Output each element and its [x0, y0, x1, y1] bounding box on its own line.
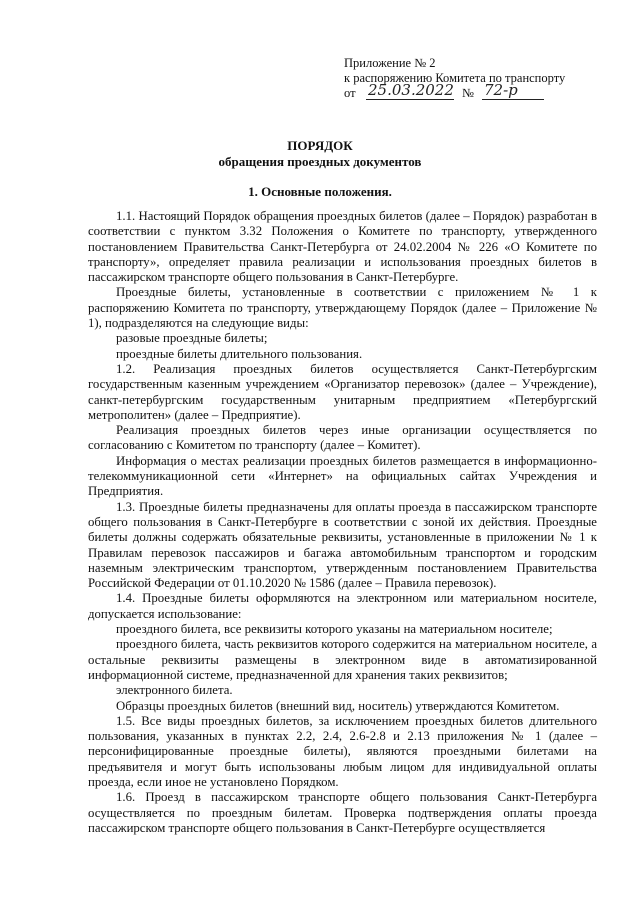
- paragraph: Реализация проездных билетов через иные организации осуществляется по согласованию с Комитетом по транспорту (далее – Комитет).: [88, 423, 597, 453]
- handwritten-date: 25.03.2022: [368, 81, 454, 99]
- handwritten-number: 72-р: [482, 81, 544, 100]
- paragraph: Образцы проездных билетов (внешний вид, носитель) утверждаются Комитетом.: [116, 698, 560, 713]
- date-number-line: [344, 81, 604, 103]
- paragraph: 1.2. Реализация проездных билетов осуществляется Санкт-Петербургским государственным казенным учреждением «Организатор перевозок» (далее – Учреждение), санкт-петербургским государственным унитарным предприятием «Петербургский метрополитен» (далее – Предприятие).: [88, 361, 597, 422]
- paragraph: 1.6. Проезд в пассажирском транспорте общего пользования Санкт-Петербурга осуществляется по проездным билетам. Проверка подтверждения оплаты проезда пассажирском транспорте общего пользования в Санкт-Петербурге осуществляется: [88, 790, 597, 835]
- appendix-number: Приложение № 2: [344, 56, 436, 70]
- paragraph: проездного билета, все реквизиты которого указаны на материальном носителе;: [116, 622, 553, 637]
- appendix-header: [344, 56, 604, 103]
- paragraph: 1.4. Проездные билеты оформляются на электронном или материальном носителе, допускается использование:: [88, 591, 597, 621]
- paragraph: Проездные билеты, установленные в соответствии с приложением № 1 к распоряжению Комитета по транспорту, утверждающему Порядок (далее – Приложение № 1), подразделяются на следующие виды:: [88, 285, 597, 331]
- paragraph: проездного билета, часть реквизитов которого содержится на материальном носителе, а остальные реквизиты размещены в электронном виде в автоматизированной информационной системе, предназначенной для хранения таких реквизитов;: [88, 637, 597, 682]
- document-title: ПОРЯДОК: [287, 138, 353, 153]
- paragraph: 1.3. Проездные билеты предназначены для оплаты проезда в пассажирском транспорте общего пользования в Санкт-Петербурге в соответствии с зоной их действия. Проездные билеты должны содержать обязательные реквизиты, установленные в приложении № 1 к Правилам перевозок пассажиров и багажа автомобильным транспортом и городским наземным электрическим транспортом, утвержденным постановлением Правительства Российской Федерации от 01.10.2020 № 1586 (далее – Правила перевозок).: [88, 499, 597, 591]
- from-label: от: [344, 86, 356, 100]
- document-subtitle: обращения проездных документов: [218, 154, 422, 169]
- document-body: [88, 209, 597, 836]
- paragraph: 1.1. Настоящий Порядок обращения проездных билетов (далее – Порядок) разработан в соответствии с пунктом 3.32 Положения о Комитете по транспорту, утвержденного постановлением Правительства Санкт-Петербурга от 24.02.2004 № 226 «О Комитете по транспорту», определяет правила реализации и использования проездных билетов в пассажирском транспорте общего пользования в Санкт-Петербурге.: [88, 209, 597, 285]
- paragraph: проездные билеты длительного пользования.: [116, 346, 363, 361]
- paragraph: Информация о местах реализации проездных билетов размещается в информационно-телекоммуникационной сети «Интернет» на официальных сайтах Учреждения и Предприятия.: [88, 453, 597, 499]
- paragraph: 1.5. Все виды проездных билетов, за исключением проездных билетов длительного пользования, указанных в пунктах 2.2, 2.4, 2.6-2.8 и 2.13 приложения № 1 (далее – персонифицированные проездные билеты), являются проездными билетами на предъявителя и могут быть использованы любым лицом для индивидуальной оплаты проезда, если иное не установлено Порядком.: [88, 713, 597, 789]
- paragraph: электронного билета.: [116, 683, 233, 698]
- paragraph: разовые проездные билеты;: [116, 331, 268, 346]
- number-label: №: [462, 86, 474, 100]
- appendix-reference: к распоряжению Комитета по транспорту: [344, 71, 566, 85]
- section-heading: 1. Основные положения.: [248, 184, 392, 199]
